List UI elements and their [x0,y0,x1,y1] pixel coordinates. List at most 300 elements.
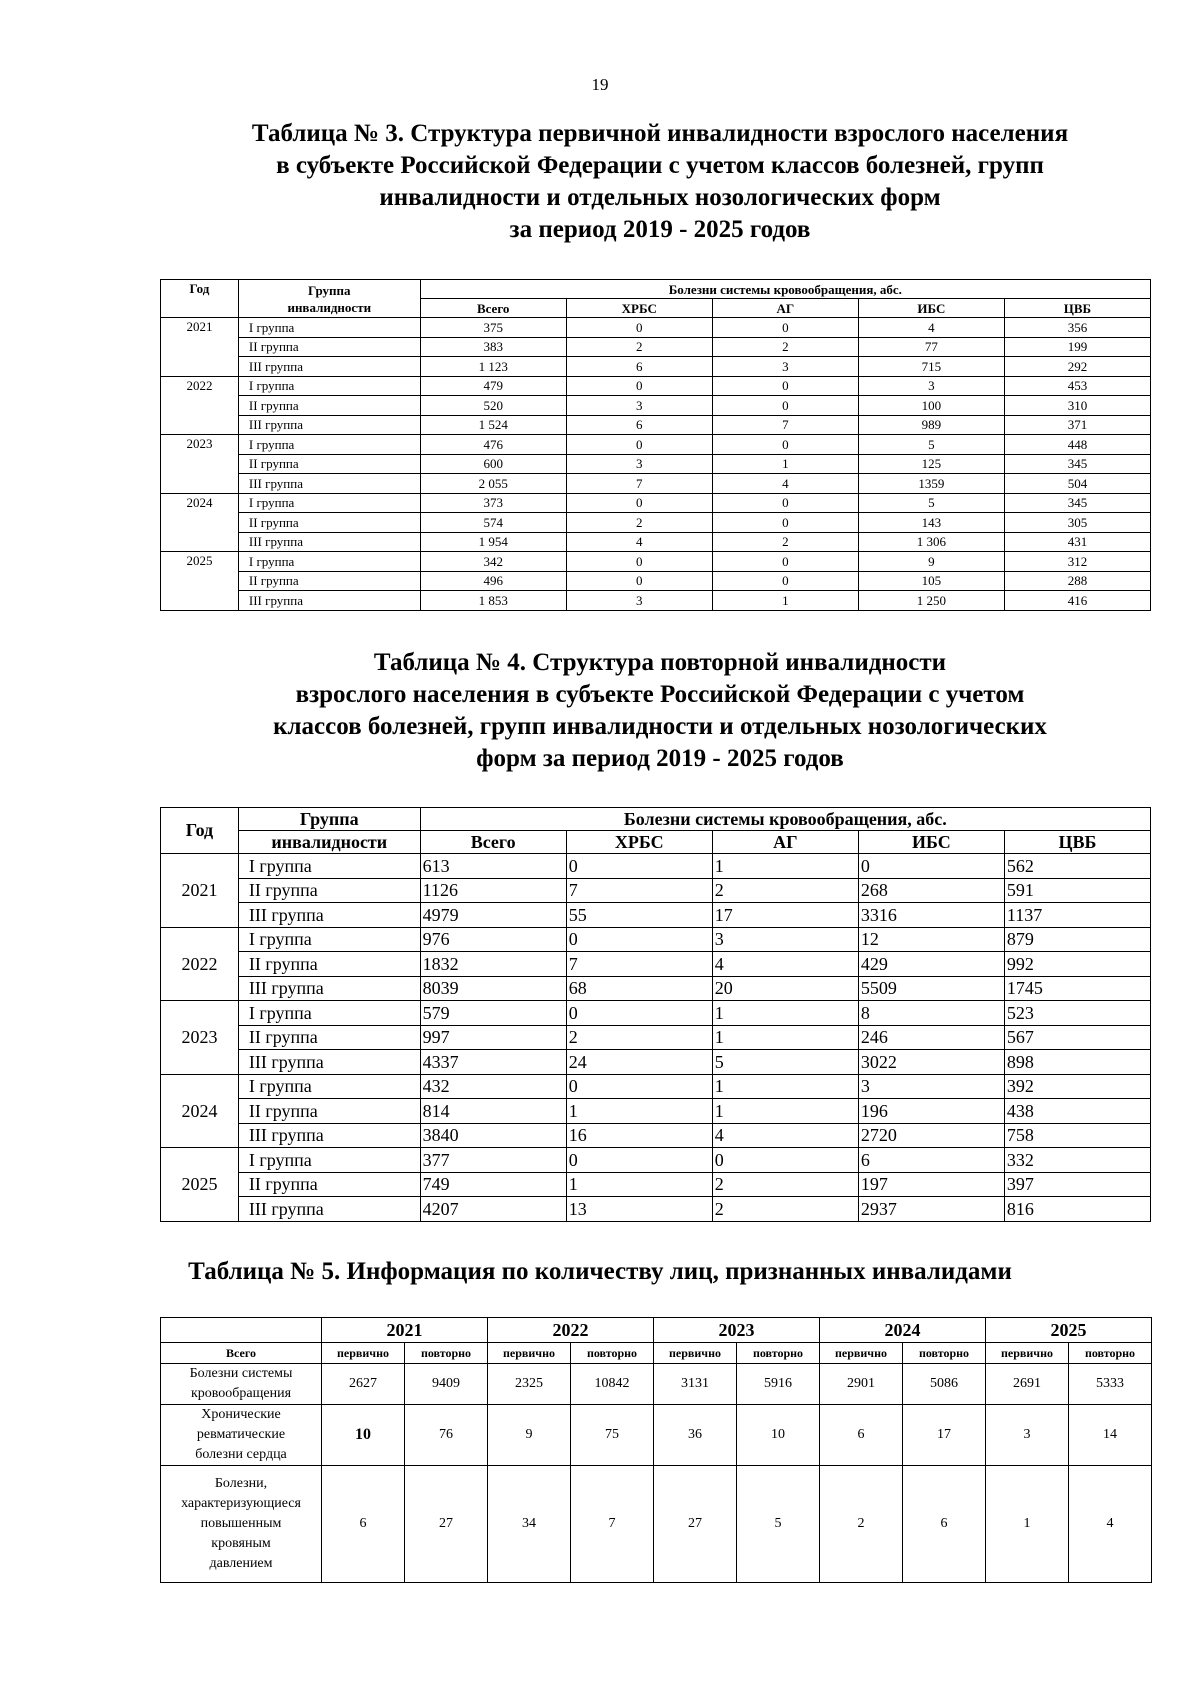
year-cell: 2021 [161,854,239,928]
table-row [161,1405,1152,1466]
value-cell: 5 [858,435,1004,455]
value-cell: 6 [566,415,712,435]
value-cell: 749 [420,1172,566,1197]
value-cell: 1 954 [420,532,566,552]
value-cell: 2 [566,1025,712,1050]
sub-header: первично [488,1343,571,1364]
value-cell: 3 [712,357,858,377]
value-cell: 0 [712,396,858,416]
value-cell: 383 [420,337,566,357]
sub-header: первично [322,1343,405,1364]
table5-body [161,1318,1152,1583]
value-cell: 0 [566,552,712,572]
value-cell: 55 [566,903,712,928]
table-row [161,903,1151,928]
table-row [161,1172,1151,1197]
group-cell: III группа [238,1123,420,1148]
value-cell: 10 [737,1405,820,1466]
value-cell: 579 [420,1001,566,1026]
group-cell: II группа [238,513,420,533]
value-cell: 27 [654,1466,737,1583]
group-cell: II группа [238,952,420,977]
value-cell: 431 [1004,532,1150,552]
value-cell: 7 [566,474,712,494]
value-cell: 976 [420,927,566,952]
value-cell: 8 [858,1001,1004,1026]
sub-header: повторно [1069,1343,1152,1364]
value-cell: 6 [903,1466,986,1583]
value-cell: 3 [566,396,712,416]
value-cell: 377 [420,1148,566,1173]
value-cell: 613 [420,854,566,879]
table5-title: Таблица № 5. Информация по количеству лиц, признанных инвалидами [188,1258,1012,1285]
value-cell: 2 [712,878,858,903]
table-row [161,1025,1151,1050]
value-cell: 7 [571,1466,654,1583]
value-cell: 75 [571,1405,654,1466]
value-cell: 496 [420,571,566,591]
value-cell: 4 [566,532,712,552]
value-cell: 879 [1004,927,1150,952]
group-cell: III группа [238,591,420,611]
value-cell: 898 [1004,1050,1150,1075]
year-cell: 2023 [161,435,239,494]
value-cell: 0 [566,1074,712,1099]
value-cell: 2937 [858,1197,1004,1222]
value-cell: 3 [566,454,712,474]
value-cell: 13 [566,1197,712,1222]
value-cell: 197 [858,1172,1004,1197]
sub-header: первично [820,1343,903,1364]
table-row [161,493,1151,513]
value-cell: 345 [1004,493,1150,513]
value-cell: 1 250 [858,591,1004,611]
row-label [161,1405,322,1466]
row-label-line: болезни сердца [195,1447,287,1462]
group-cell: II группа [238,1099,420,1124]
value-cell: 397 [1004,1172,1150,1197]
group-header-line: Группа [308,282,351,298]
value-cell: 288 [1004,571,1150,591]
year-cell: 2024 [161,1074,239,1148]
value-cell: 2 [712,1172,858,1197]
table-row [161,878,1151,903]
value-cell: 4 [712,1123,858,1148]
value-cell: 1 [566,1172,712,1197]
value-cell: 0 [712,1148,858,1173]
row-label-line: ревматические [196,1427,286,1442]
value-cell: 3 [858,376,1004,396]
table-row [161,1197,1151,1222]
group-cell: I группа [238,552,420,572]
col-header: АГ [712,299,858,318]
table3-title-line: в субъекте Российской Федерации с учетом классов болезней, групп [276,152,1044,179]
year-header-row [161,1318,1152,1343]
value-cell: 5509 [858,976,1004,1001]
group-cell: II группа [238,454,420,474]
value-cell: 2720 [858,1123,1004,1148]
table3-body [161,318,1151,611]
value-cell: 2 [566,513,712,533]
value-cell: 0 [712,513,858,533]
value-cell: 4 [712,952,858,977]
year-cell: 2025 [161,1148,239,1222]
year-cell: 2025 [161,552,239,611]
value-cell: 27 [405,1466,488,1583]
value-cell: 1 [712,454,858,474]
row-header-label: Всего [161,1343,322,1364]
col-header: ЦВБ [1004,299,1150,318]
value-cell: 3840 [420,1123,566,1148]
value-cell: 1126 [420,878,566,903]
value-cell: 0 [566,927,712,952]
value-cell: 5916 [737,1364,820,1405]
value-cell: 0 [566,571,712,591]
sub-header: повторно [903,1343,986,1364]
table-row [161,854,1151,879]
group-cell: I группа [238,1001,420,1026]
value-cell: 3 [566,591,712,611]
value-cell: 816 [1004,1197,1150,1222]
group-cell: II группа [238,571,420,591]
value-cell: 125 [858,454,1004,474]
value-cell: 600 [420,454,566,474]
group-cell: I группа [238,435,420,455]
value-cell: 5333 [1069,1364,1152,1405]
value-cell: 342 [420,552,566,572]
value-cell: 0 [566,1001,712,1026]
sub-header: первично [654,1343,737,1364]
value-cell: 453 [1004,376,1150,396]
row-label [161,1364,322,1405]
value-cell: 0 [712,376,858,396]
table-row [161,552,1151,572]
value-cell: 332 [1004,1148,1150,1173]
value-cell: 1 524 [420,415,566,435]
table-row [161,435,1151,455]
row-label-line: Болезни системы [189,1366,293,1381]
value-cell: 715 [858,357,1004,377]
sub-header: первично [986,1343,1069,1364]
group-header-line: инвалидности [287,299,372,315]
table-row [161,571,1151,591]
group-header [238,280,420,318]
table4-title-line: классов болезней, групп инвалидности и отдельных нозологических [273,713,1047,740]
value-cell: 4 [712,474,858,494]
col-header: Всего [420,831,566,854]
value-cell: 3 [986,1405,1069,1466]
value-cell: 1 [712,1001,858,1026]
value-cell: 2 [712,1197,858,1222]
sub-header: повторно [737,1343,820,1364]
group-cell: I группа [238,376,420,396]
group-cell: I группа [238,1074,420,1099]
table-row [161,357,1151,377]
table-row [161,952,1151,977]
sub-header: повторно [571,1343,654,1364]
value-cell: 1832 [420,952,566,977]
table-row [161,927,1151,952]
value-cell: 2 [820,1466,903,1583]
value-cell: 432 [420,1074,566,1099]
value-cell: 4337 [420,1050,566,1075]
row-label [161,1466,322,1583]
value-cell: 3022 [858,1050,1004,1075]
value-cell: 0 [712,571,858,591]
value-cell: 6 [858,1148,1004,1173]
value-cell: 4 [1069,1466,1152,1583]
value-cell: 1 [712,1074,858,1099]
value-cell: 1 [712,591,858,611]
value-cell: 12 [858,927,1004,952]
table3 [160,279,1151,611]
table4-body [161,854,1151,1222]
value-cell: 1745 [1004,976,1150,1001]
table-row [161,532,1151,552]
value-cell: 2901 [820,1364,903,1405]
row-label-line: характеризующиеся [181,1496,301,1511]
value-cell: 416 [1004,591,1150,611]
group-header-line: инвалидности [238,831,420,854]
value-cell: 997 [420,1025,566,1050]
value-cell: 356 [1004,318,1150,338]
table-row [161,1001,1151,1026]
value-cell: 246 [858,1025,1004,1050]
year-cell: 2024 [161,493,239,552]
value-cell: 6 [820,1405,903,1466]
group-cell: I группа [238,318,420,338]
col-header: АГ [712,831,858,854]
value-cell: 14 [1069,1405,1152,1466]
value-cell: 476 [420,435,566,455]
year-header: 2022 [488,1318,654,1343]
table4-title-line: форм за период 2019 - 2025 годов [476,745,844,772]
table-row [161,1050,1151,1075]
row-label-line: кровяным [211,1536,271,1551]
value-cell: 1 [712,1025,858,1050]
col-header: ХРБС [566,299,712,318]
value-cell: 4979 [420,903,566,928]
col-header: ИБС [858,831,1004,854]
table4 [160,807,1151,1222]
table3-title [160,118,1160,246]
row-label-line: Хронические [201,1407,281,1422]
value-cell: 504 [1004,474,1150,494]
table-row [161,513,1151,533]
group-cell: III группа [238,532,420,552]
table-row [161,1123,1151,1148]
value-cell: 100 [858,396,1004,416]
row-label-line: Болезни, [214,1476,268,1491]
value-cell: 5 [712,1050,858,1075]
value-cell: 20 [712,976,858,1001]
table-row [161,318,1151,338]
value-cell: 2 [566,337,712,357]
value-cell: 8039 [420,976,566,1001]
value-cell: 3 [712,927,858,952]
year-cell: 2021 [161,318,239,377]
value-cell: 17 [712,903,858,928]
group-cell: III группа [238,976,420,1001]
row-label-line: повышенным [200,1516,282,1531]
value-cell: 5 [737,1466,820,1583]
sub-header-row [161,1343,1152,1364]
table4-title-line: взрослого населения в субъекте Российской Федерации с учетом [295,681,1025,708]
value-cell: 2325 [488,1364,571,1405]
value-cell: 574 [420,513,566,533]
group-cell: I группа [238,854,420,879]
col-header: Всего [420,299,566,318]
year-cell: 2022 [161,927,239,1001]
value-cell: 76 [405,1405,488,1466]
table-row [161,415,1151,435]
row-label-line: кровообращения [190,1386,292,1401]
value-cell: 520 [420,396,566,416]
table-row [161,1074,1151,1099]
value-cell: 16 [566,1123,712,1148]
row-label-line: давлением [209,1556,273,1571]
table4-title-line: Таблица № 4. Структура повторной инвалидности [373,649,947,676]
year-header: 2021 [322,1318,488,1343]
year-cell: 2023 [161,1001,239,1075]
value-cell: 992 [1004,952,1150,977]
value-cell: 392 [1004,1074,1150,1099]
year-header: 2024 [820,1318,986,1343]
table3-title-line: за период 2019 - 2025 годов [509,216,811,243]
value-cell: 199 [1004,337,1150,357]
value-cell: 7 [566,878,712,903]
value-cell: 1359 [858,474,1004,494]
value-cell: 373 [420,493,566,513]
value-cell: 1137 [1004,903,1150,928]
sub-header: повторно [405,1343,488,1364]
value-cell: 345 [1004,454,1150,474]
value-cell: 310 [1004,396,1150,416]
group-cell: III группа [238,903,420,928]
value-cell: 1 123 [420,357,566,377]
group-cell: I группа [238,1148,420,1173]
value-cell: 2 055 [420,474,566,494]
group-cell: II группа [238,1025,420,1050]
group-cell: I группа [238,493,420,513]
group-cell: II группа [238,1172,420,1197]
value-cell: 1 853 [420,591,566,611]
value-cell: 448 [1004,435,1150,455]
value-cell: 10 [322,1405,405,1466]
group-cell: II группа [238,878,420,903]
value-cell: 1 [712,854,858,879]
value-cell: 4207 [420,1197,566,1222]
value-cell: 0 [566,854,712,879]
group-cell: III группа [238,1197,420,1222]
value-cell: 2 [712,532,858,552]
col-header: ХРБС [566,831,712,854]
value-cell: 429 [858,952,1004,977]
group-cell: III группа [238,415,420,435]
table-row [161,1466,1152,1583]
table3-title-line: Таблица № 3. Структура первичной инвалидности взрослого населения [251,120,1069,147]
page-number: 19 [591,75,609,94]
value-cell: 0 [566,376,712,396]
table-row [161,454,1151,474]
value-cell: 34 [488,1466,571,1583]
value-cell: 36 [654,1405,737,1466]
value-cell: 105 [858,571,1004,591]
value-cell: 312 [1004,552,1150,572]
value-cell: 24 [566,1050,712,1075]
value-cell: 3316 [858,903,1004,928]
value-cell: 562 [1004,854,1150,879]
value-cell: 6 [322,1466,405,1583]
value-cell: 268 [858,878,1004,903]
table-row [161,337,1151,357]
value-cell: 1 306 [858,532,1004,552]
value-cell: 6 [566,357,712,377]
span-header: Болезни системы кровообращения, абс. [420,808,1150,831]
group-header-line: Группа [238,808,420,831]
table-row [161,1148,1151,1173]
value-cell: 0 [712,318,858,338]
value-cell: 7 [712,415,858,435]
value-cell: 2 [712,337,858,357]
value-cell: 375 [420,318,566,338]
value-cell: 1 [566,1099,712,1124]
group-cell: III группа [238,1050,420,1075]
value-cell: 567 [1004,1025,1150,1050]
group-cell: II группа [238,337,420,357]
table-row [161,376,1151,396]
corner-cell [161,1318,322,1343]
value-cell: 0 [712,552,858,572]
value-cell: 591 [1004,878,1150,903]
value-cell: 438 [1004,1099,1150,1124]
value-cell: 0 [566,1148,712,1173]
value-cell: 10842 [571,1364,654,1405]
value-cell: 989 [858,415,1004,435]
table-row [161,976,1151,1001]
value-cell: 0 [566,318,712,338]
value-cell: 2627 [322,1364,405,1405]
value-cell: 9409 [405,1364,488,1405]
value-cell: 1 [712,1099,858,1124]
table-row [161,1099,1151,1124]
span-header: Болезни системы кровообращения, абс. [420,280,1150,299]
value-cell: 3 [858,1074,1004,1099]
value-cell: 143 [858,513,1004,533]
value-cell: 7 [566,952,712,977]
table-row [161,396,1151,416]
value-cell: 0 [858,854,1004,879]
year-header: 2023 [654,1318,820,1343]
table5 [160,1317,1152,1583]
value-cell: 9 [858,552,1004,572]
table-row [161,1364,1152,1405]
group-cell: III группа [238,474,420,494]
value-cell: 758 [1004,1123,1150,1148]
value-cell: 0 [566,493,712,513]
value-cell: 77 [858,337,1004,357]
group-cell: III группа [238,357,420,377]
group-cell: I группа [238,927,420,952]
value-cell: 5 [858,493,1004,513]
value-cell: 305 [1004,513,1150,533]
year-header: Год [161,280,239,318]
year-header: 2025 [986,1318,1152,1343]
value-cell: 1 [986,1466,1069,1583]
value-cell: 5086 [903,1364,986,1405]
value-cell: 0 [712,493,858,513]
table-row [161,591,1151,611]
